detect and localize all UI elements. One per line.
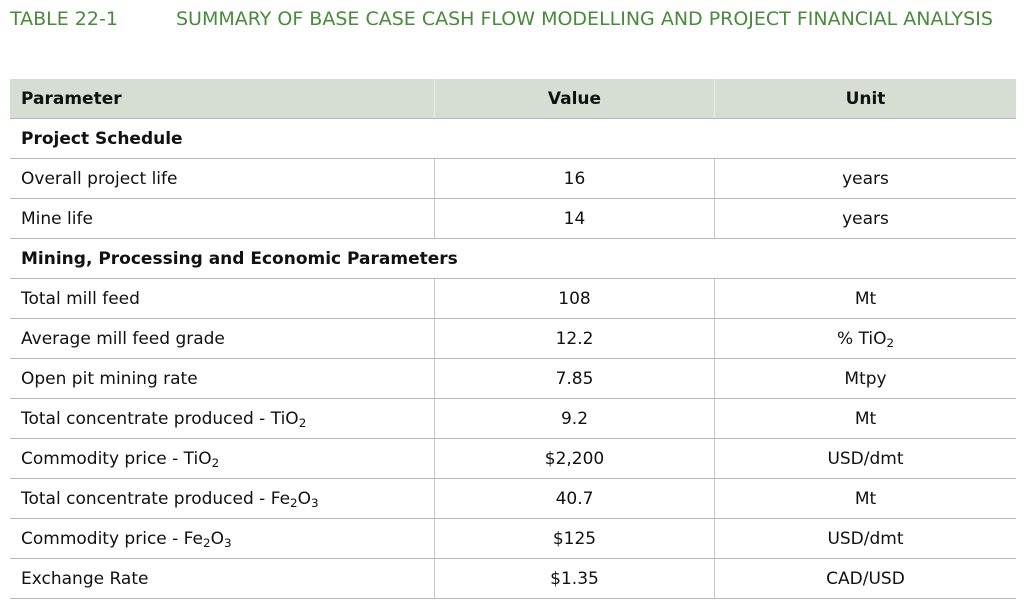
header-unit: Unit: [715, 79, 1017, 119]
parameter-text: O: [297, 488, 311, 509]
cell-unit: USD/dmt: [715, 519, 1017, 559]
cell-value: 7.85: [435, 359, 715, 399]
table-row: [10, 439, 1016, 479]
table-row: [10, 359, 1016, 399]
cell-parameter: Mine life: [10, 199, 435, 239]
cell-unit: Mt: [715, 479, 1017, 519]
table-row: [10, 159, 1016, 199]
table-row: [10, 399, 1016, 439]
table-row: [10, 199, 1016, 239]
cell-unit: USD/dmt: [715, 439, 1017, 479]
table-row: [10, 279, 1016, 319]
cell-value: 14: [435, 199, 715, 239]
parameter-subscript: 2: [298, 415, 307, 430]
cell-parameter: [10, 479, 435, 519]
cell-value: 12.2: [435, 319, 715, 359]
parameter-subscript: 3: [311, 495, 319, 510]
cell-value: $1.35: [435, 559, 715, 599]
parameter-text: Commodity price - TiO: [21, 448, 212, 469]
cell-unit: Mtpy: [715, 359, 1017, 399]
cell-parameter: Overall project life: [10, 159, 435, 199]
cell-unit: CAD/USD: [715, 559, 1017, 599]
cell-parameter: Exchange Rate: [10, 559, 435, 599]
parameter-text: Total concentrate produced - TiO: [21, 408, 299, 429]
section-row: [10, 119, 1016, 159]
table-row: [10, 319, 1016, 359]
section-title: Mining, Processing and Economic Parameters: [10, 239, 1016, 279]
table-title: SUMMARY OF BASE CASE CASH FLOW MODELLING AND PROJECT FINANCIAL ANALYSIS: [176, 8, 993, 30]
table-row: [10, 479, 1016, 519]
cell-unit: years: [715, 159, 1017, 199]
section-row: [10, 239, 1016, 279]
header-parameter: Parameter: [10, 79, 435, 119]
table-row: [10, 519, 1016, 559]
header-row: [10, 79, 1016, 119]
cell-parameter: Total mill feed: [10, 279, 435, 319]
cell-value: $2,200: [435, 439, 715, 479]
parameter-subscript: 2: [203, 535, 211, 550]
cell-value: $125: [435, 519, 715, 559]
cell-unit: [715, 319, 1017, 359]
parameter-subscript: 2: [211, 455, 220, 470]
cell-parameter: [10, 519, 435, 559]
table-caption: [10, 4, 1010, 34]
section-title: Project Schedule: [10, 119, 1016, 159]
parameter-text: O: [210, 528, 224, 549]
unit-text: % TiO: [836, 328, 887, 349]
cell-unit: Mt: [715, 279, 1017, 319]
cell-parameter: Open pit mining rate: [10, 359, 435, 399]
parameter-text: Commodity price - Fe: [21, 528, 203, 549]
cell-parameter: [10, 439, 435, 479]
cell-unit: years: [715, 199, 1017, 239]
parameter-subscript: 2: [290, 495, 298, 510]
cell-parameter: Average mill feed grade: [10, 319, 435, 359]
table-row: [10, 559, 1016, 599]
table-number: TABLE 22-1: [10, 8, 118, 30]
parameter-subscript: 3: [223, 535, 232, 550]
parameter-text: Total concentrate produced - Fe: [21, 488, 291, 509]
cell-parameter: [10, 399, 435, 439]
cell-value: 9.2: [435, 399, 715, 439]
cell-value: 16: [435, 159, 715, 199]
header-value: Value: [435, 79, 715, 119]
cell-value: 40.7: [435, 479, 715, 519]
cell-value: 108: [435, 279, 715, 319]
unit-subscript: 2: [886, 335, 895, 350]
cell-unit: Mt: [715, 399, 1017, 439]
summary-table: [10, 79, 1016, 599]
